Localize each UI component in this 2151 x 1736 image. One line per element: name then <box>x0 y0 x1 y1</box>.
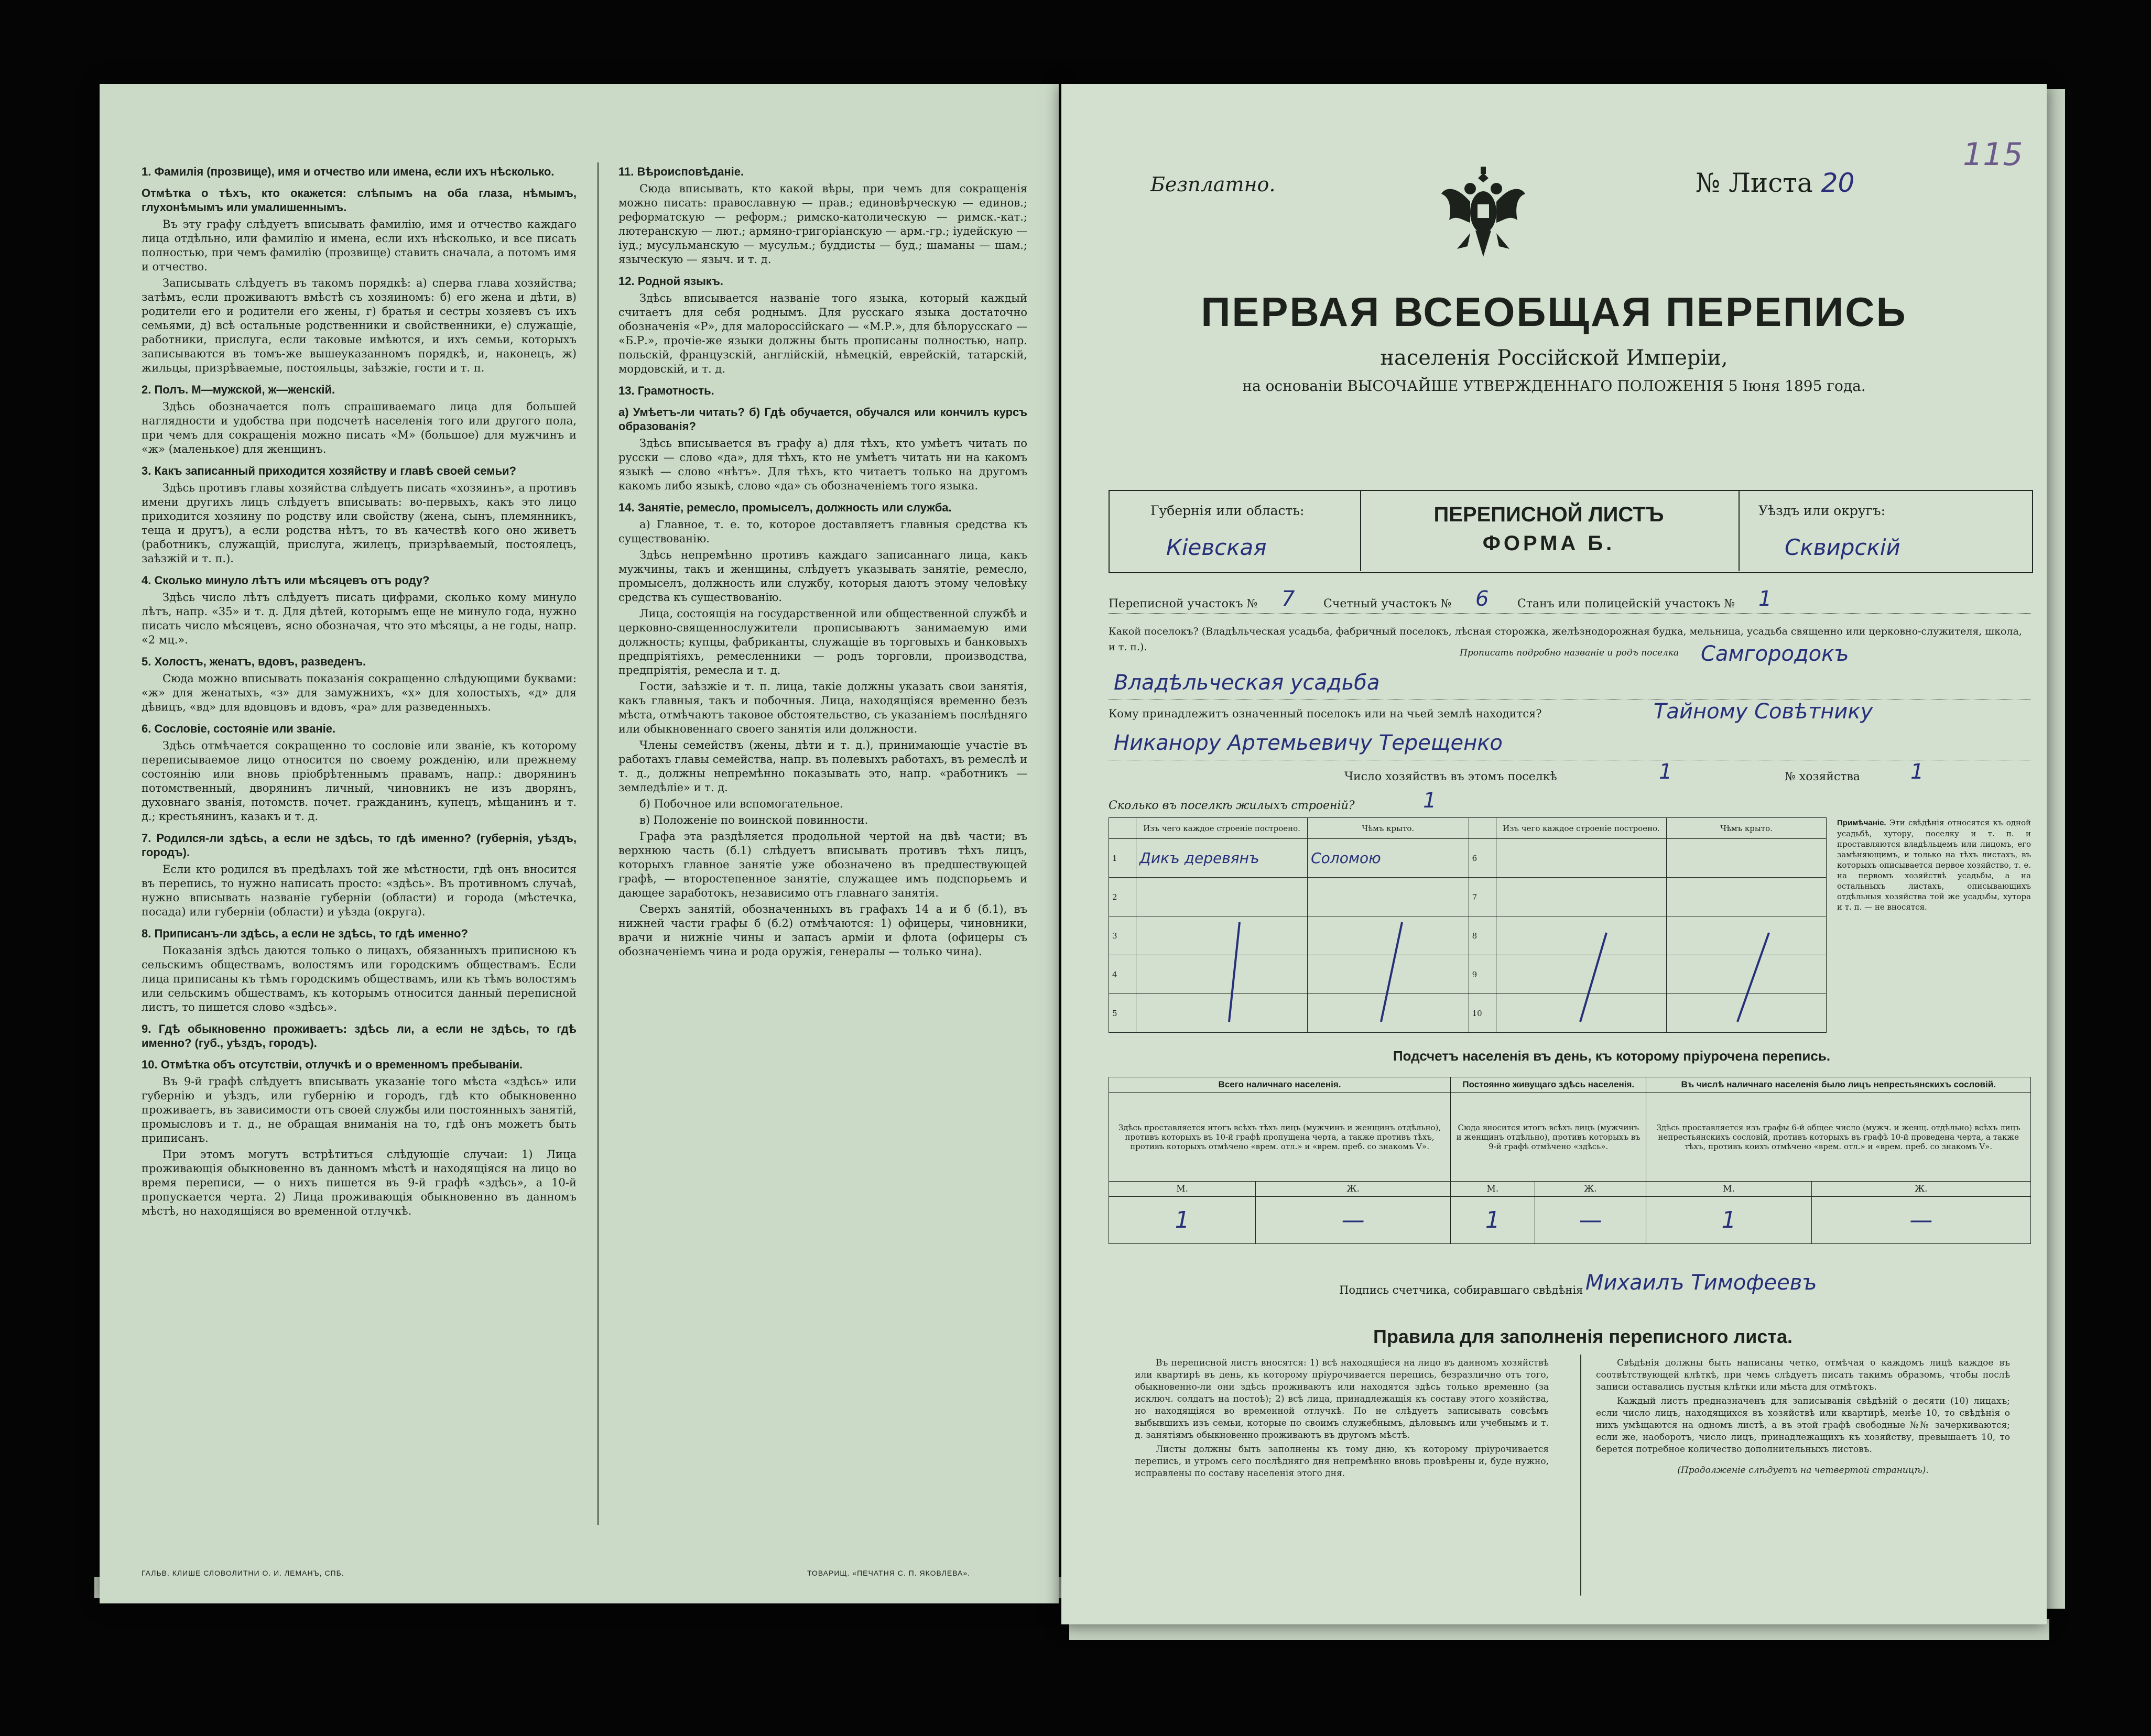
district-label: Уѣздъ или округъ: <box>1758 503 1885 518</box>
instruction-paragraph: Здѣсь противъ главы хозяйства слѣдуетъ писать «хозяинъ», а противъ имени другихъ лицъ слѣдуетъ вписывать: во-первыхъ, какъ это лицо приходится хозяину по родству или свойству (жена, сынъ, племянникъ, теща и другъ), а если родства нѣтъ, то въ качествѣ кого оно живетъ (работникъ, служащій, прислуга, жилецъ, призрѣваемый, постоялецъ, заѣзжій и т. п.). <box>142 482 577 565</box>
instruction-paragraph: Записывать слѣдуетъ въ такомъ порядкѣ: а) сперва глава хозяйства; затѣмъ, если проживаютъ вмѣстѣ съ хозяиномъ: б) его жена и дѣти, в) родители его и родители его жены, г) братья и сестры хозяевъ съ ихъ семьями, д) всѣ остальные родственники и свойственники, е) служащіе, работники, прислуга, если таковые имѣются, и ихъ семьи, которыхъ записываются въ томъ-же вышеуказанномъ порядкѣ, и, наконецъ, ж) жильцы, призрѣваемые, постояльцы, заѣзжіе, гости и т. п. <box>142 277 577 374</box>
count-area-value: 6 <box>1475 587 1489 611</box>
form-subtitle: ФОРМА Б. <box>1482 532 1615 555</box>
census-title: ПЕРВАЯ ВСЕОБЩАЯ ПЕРЕПИСЬ <box>1201 289 1907 335</box>
count-m-header: М. <box>1646 1182 1811 1197</box>
rules-continuation: (Продолженіе слѣдуетъ на четвертой страницѣ). <box>1677 1465 1929 1476</box>
household-number-value: 1 <box>1910 760 1924 784</box>
row-number: 7 <box>1469 878 1496 916</box>
buildings-label: Сколько въ поселкѣ жилыхъ строеній? <box>1109 799 1355 812</box>
form-title-box <box>1360 490 1740 571</box>
rules-heading: Правила для заполненія переписного листа. <box>1373 1326 1793 1347</box>
count-zh-header: Ж. <box>1256 1182 1451 1197</box>
population-count-table <box>1109 1077 2031 1244</box>
household-number-label: № хозяйства <box>1785 770 1860 783</box>
instruction-heading: 1. Фамилія (прозвище), имя и отчество или имена, если ихъ нѣсколько. <box>142 165 555 178</box>
count-total-m: 1 <box>1109 1197 1256 1244</box>
instruction-paragraph: Если кто родился въ предѣлахъ той же мѣстности, гдѣ онъ вносится въ перепись, то нужно написать просто: «здѣсь». Въ противномъ случаѣ, нужно вписывать названіе губерніи (области) и города (мѣстечка, посада) или губерніи (области) и уѣзда (округа). <box>142 863 577 918</box>
instruction-paragraph: Здѣсь число лѣтъ слѣдуетъ писать цифрами, сколько кому минуло лѣтъ, напр. «35» и т. д. Для дѣтей, которымъ еще не минуло года, нужно писать число мѣсяцевъ, ясно обозначая, что это мѣсяцы, а не годы, напр. «2 мц.». <box>142 591 577 646</box>
count-col3-text: Здѣсь проставляется изъ графы 6-й общее число (мужч. и женщ. отдѣльно) всѣхъ лицъ непрестьянскихъ сословій, противъ которыхъ въ графѣ 10-й проведена черта, а также тѣхъ, противъ коихъ отмѣчено «врем. отл.» и «врем. преб. со знакомъ V». <box>1646 1093 2031 1182</box>
archive-page-number: 115 <box>1963 136 2023 173</box>
row-number: 3 <box>1109 916 1136 955</box>
strike-through-marks <box>1109 817 1827 1032</box>
instruction-heading: 2. Полъ. М—мужской, ж—женскій. <box>142 383 335 396</box>
settlement-label: Какой поселокъ? (Владѣльческая усадьба, фабричный поселокъ, лѣсная сторожка, желѣзнодорожная будка, мельница, усадьба священно или церковно-служителя, школа, и т. п.). <box>1109 626 2022 653</box>
instruction-paragraph: Здѣсь вписывается названіе того языка, который каждый считаетъ для себя роднымъ. Для русскаго языка достаточно обозначенія «Р», для малороссійскаго — «М.Р.», для бѣлорусскаго — «Б.Р.», прочіе-же языки должны быть прописаны полностью, напр. польскій, французскій, англійскій, нѣмецкій, еврейскій, татарскій, мордовскій, и т. д. <box>618 292 1027 375</box>
instruction-paragraph: Члены семействъ (жены, дѣти и т. д.), принимающіе участіе въ работахъ главы семейства, напр. въ полевыхъ работахъ, въ ремеслѣ и т. д., должны непремѣнно показывать это, напр. «работникъ — земледѣліе» и т. д. <box>618 739 1027 794</box>
count-permanent-f: — <box>1535 1197 1646 1244</box>
instruction-heading: 9. Гдѣ обыкновенно проживаетъ: здѣсь ли, а если не здѣсь, то гдѣ именно? (губ., уѣздъ, городъ). <box>142 1022 577 1050</box>
instruction-heading: 7. Родился-ли здѣсь, а если не здѣсь, то гдѣ именно? (губернія, уѣздъ, городъ). <box>142 832 577 859</box>
rules-left-column <box>1135 1357 1549 1482</box>
count-col3-title: Въ числѣ наличнаго населенія было лицъ непрестьянскихъ сословій. <box>1646 1077 2031 1093</box>
instruction-heading: 5. Холостъ, женатъ, вдовъ, разведенъ. <box>142 655 366 668</box>
right-page <box>1061 84 2047 1624</box>
instructions-right-column <box>618 157 1027 961</box>
instruction-paragraph: Сюда можно вписывать показанія сокращенно слѣдующими буквами: «ж» для женатыхъ, «з» для замужнихъ, «х» для холостыхъ, «д» для дѣвицъ, «вд» для вдовцовъ и вдовъ, «ра» для разведенныхъ. <box>142 672 577 713</box>
instruction-heading: Отмѣтка о тѣхъ, кто окажется: слѣпымъ на оба глаза, нѣмымъ, глухонѣмымъ или умалишеннымъ. <box>142 187 577 214</box>
instruction-paragraph: Гости, заѣзжіе и т. п. лица, такіе должны указать свои занятія, какъ главныя, такъ и побочныя. Лица, находящіяся временно безъ мѣста, отмѣчаютъ таковое обстоятельство, съ указаніемъ послѣдняго или обыкновеннаго своего занятія или должности. <box>618 680 1027 735</box>
instruction-paragraph: Сверхъ занятій, обозначенныхъ въ графахъ 14 а и б (б.1), въ нижней части графы б (б.2) отмѣчаются: 1) офицеры, чиновники, врачи и нижніе чины и запасъ арміи и флота (офицеры съ обозначеніемъ чина и рода оружія, генералы — только чина). <box>618 903 1027 958</box>
row1-material: Дикъ деревянъ <box>1136 839 1307 878</box>
count-col2-text: Сюда вносится итогъ всѣхъ лицъ (мужчинъ и женщинъ отдѣльно), противъ которыхъ въ 9-й графѣ отмѣчено «здѣсь». <box>1451 1093 1646 1182</box>
instruction-paragraph: Показанія здѣсь даются только о лицахъ, обязанныхъ приписною къ сельскимъ обществамъ, волостямъ или городскимъ обществамъ. Если лица приписаны къ тѣмъ городскимъ обществамъ, или къ тѣмъ волостямъ или сельскимъ обществамъ, къ которымъ относится данный переписной листъ, то пишется слово «здѣсь». <box>142 944 577 1013</box>
buildings-col-roof-2: Чѣмъ крыто. <box>1667 818 1827 839</box>
note-title: Примѣчаніе. <box>1837 818 1886 827</box>
rules-left-text: Въ переписной листъ вносятся: 1) всѣ находящіеся на лицо въ данномъ хозяйствѣ или квартирѣ въ день, къ которому пріурочивается перепись, безразлично отъ того, обыкновенно-ли они здѣсь проживаютъ или находятся здѣсь только временно (за исключ. солдатъ на постоѣ); 2) всѣ лица, принадлежащія къ составу этого хозяйства, но находящіяся во временной отлучкѣ. По не слѣдуетъ записывать совсѣмъ выбывшихъ изъ семьи, которые по своимъ служебнымъ, дѣловымъ или учебнымъ и т. д. занятіямъ обыкновенно проживаютъ въ другомъ мѣстѣ. <box>1135 1358 1549 1440</box>
buildings-note <box>1837 817 2031 912</box>
count-col1-title: Всего наличнаго населенія. <box>1109 1077 1451 1093</box>
stan-value: 1 <box>1758 587 1772 611</box>
instruction-heading: 12. Родной языкъ. <box>618 275 724 288</box>
population-count-heading: Подсчетъ населенія въ день, къ которому пріурочена перепись. <box>1393 1048 1831 1064</box>
instruction-paragraph: Здѣсь вписывается въ графу а) для тѣхъ, кто умѣетъ читать по русски — слово «да», для тѣхъ, кто не умѣетъ читать ни на какомъ языкѣ — слово «нѣтъ». Для тѣхъ, кто читаетъ только на другомъ какомъ либо языкѣ, слово «да» съ обозначеніемъ того языка. <box>618 437 1027 492</box>
stan-label: Станъ или полицейскій участокъ № <box>1517 597 1735 610</box>
instruction-heading: 13. Грамотность. <box>618 384 714 397</box>
form-title: ПЕРЕПИСНОЙ ЛИСТЪ <box>1433 503 1664 526</box>
sheet-number-value: 20 <box>1821 168 1855 198</box>
buildings-value: 1 <box>1423 789 1437 813</box>
instruction-heading: 10. Отмѣтка объ отсутствіи, отлучкѣ и о временномъ пребываніи. <box>142 1058 523 1071</box>
row-number: 9 <box>1469 955 1496 994</box>
instruction-heading: 3. Какъ записанный приходится хозяйству и главѣ своей семьи? <box>142 464 516 477</box>
households-value: 1 <box>1659 760 1672 784</box>
census-legal-basis: на основаніи ВЫСОЧАЙШЕ УТВЕРЖДЕННАГО ПОЛОЖЕНІЯ 5 Іюня 1895 года. <box>1242 377 1866 395</box>
settlement-hint: Прописать подробно названіе и родъ поселка <box>1460 648 1682 658</box>
printer-credit-right: ТОВАРИЩ. «ПЕЧАТНЯ С. П. ЯКОВЛЕВА». <box>807 1569 971 1577</box>
instruction-paragraph: Здѣсь непремѣнно противъ каждаго записаннаго лица, какъ мужчины, такъ и женщины, слѣдуетъ указывать занятіе, ремесло, промыселъ, должность или службу, которыя даютъ этому человѣку средства къ существованію. <box>618 549 1027 604</box>
count-zh-header: Ж. <box>1535 1182 1646 1197</box>
count-zh-header: Ж. <box>1811 1182 2030 1197</box>
sheet-number <box>1696 168 1854 198</box>
instruction-paragraph: Лица, состоящія на государственной или общественной службѣ и церковно-священнослужители прописываютъ занимаемую ими должность; купцы, фабриканты, служащіе въ торговыхъ и банковыхъ предпріятіяхъ, ремесленники — родъ торговли, производства, предпріятія, ремесла и т. д. <box>618 607 1027 676</box>
row-number: 5 <box>1109 994 1136 1033</box>
row-number: 6 <box>1469 839 1496 878</box>
instructions-left-column <box>142 157 577 1220</box>
instruction-paragraph: При этомъ могутъ встрѣтиться слѣдующіе случаи: 1) Лица проживающія обыкновенно въ данномъ мѣстѣ и находящіяся на лицо во время переписи, — о нихъ пишется въ 9-й графѣ «здѣсь», а 10-й пропускается черта. 2) Лица проживающія обыкновенно въ данномъ мѣстѣ, но находящіяся во временной отлучкѣ. <box>142 1148 577 1217</box>
count-permanent-m: 1 <box>1451 1197 1535 1244</box>
instruction-paragraph: Въ 9-й графѣ слѣдуетъ вписывать указаніе того мѣста «здѣсь» или губернію и уѣздъ, или губернію и городъ, гдѣ кто обыкновенно проживаетъ, въ зависимости отъ своей службы или постоянныхъ занятій, промысловъ и т. д., не обращая вниманія на то, гдѣ онъ можетъ быть приписанъ. <box>142 1075 577 1144</box>
printer-credit-left: ГАЛЬВ. КЛИШЕ СЛОВОЛИТНИ О. И. ЛЕМАНЪ, СПБ. <box>142 1569 344 1577</box>
left-page <box>100 84 1059 1603</box>
instruction-paragraph: Графа эта раздѣляется продольной чертой на двѣ части; въ верхнюю часть (б.1) слѣдуетъ вписывать противъ тѣхъ лицъ, которыхъ главное занятіе уже обозначено въ предшествующей графѣ, — второстепенное занятіе, служащее имъ подспорьемъ и дающее заработокъ, независимо отъ главнаго занятія. <box>618 830 1027 899</box>
households-label: Число хозяйствъ въ этомъ поселкѣ <box>1344 770 1557 783</box>
count-m-header: М. <box>1451 1182 1535 1197</box>
instruction-heading: 8. Приписанъ-ли здѣсь, а если не здѣсь, то гдѣ именно? <box>142 927 468 940</box>
free-label: Безплатно. <box>1150 173 1276 196</box>
buildings-col-material-2: Изъ чего каждое строеніе построено. <box>1496 818 1666 839</box>
buildings-col-material: Изъ чего каждое строеніе построено. <box>1136 818 1307 839</box>
instruction-paragraph: Сюда вписывать, кто какой вѣры, при чемъ для сокращенія можно писать: православную — прав.; единовѣрческую — единов.; реформатскую — реформ.; римско-католическую — римск.-кат.; лютеранскую — лют.; армяно-григоріанскую — арм.-гр.; іудейскую — іуд.; мусульманскую — мусульм.; буддисты — буд.; шаманы — шам.; языческую — языч. и т. д. <box>618 182 1027 266</box>
owner-value-line2: Никанору Артемьевичу Терещенко <box>1114 731 1503 755</box>
rules-divider <box>1580 1355 1581 1596</box>
rules-left-text-2: Листы должны быть заполнены къ тому дню, къ которому пріурочивается перепись, и утромъ сего послѣдняго дня непремѣнно вновь провѣрены и, буде нужно, исправлены по составу населенія этого дня. <box>1135 1444 1549 1479</box>
settlement-value: Самгородокъ <box>1701 642 1849 666</box>
count-m-header: М. <box>1109 1182 1256 1197</box>
instruction-paragraph: а) Главное, т. е. то, которое доставляетъ главныя средства къ существованію. <box>618 518 1027 545</box>
instruction-heading: 4. Сколько минуло лѣтъ или мѣсяцевъ отъ роду? <box>142 574 430 587</box>
signature-label: Подпись счетчика, собиравшаго свѣдѣнія <box>1339 1284 1583 1296</box>
row-number: 8 <box>1469 916 1496 955</box>
province-label: Губернія или область: <box>1150 503 1305 518</box>
instruction-paragraph: в) Положеніе по воинской повинности. <box>639 814 868 826</box>
province-value: Кіевская <box>1166 534 1267 560</box>
instruction-paragraph: Въ эту графу слѣдуетъ вписывать фамилію, имя и отчество каждаго лица отдѣльно, или фамилію и имена, если ихъ нѣсколько, и все писать полностью, при чемъ фамилію (прозвище) ставить сначала, а потомъ имя и отчество. <box>142 218 577 273</box>
areas-line <box>1109 613 2031 614</box>
count-nonpeasant-m: 1 <box>1646 1197 1811 1244</box>
count-col1-text: Здѣсь проставляется итогъ всѣхъ тѣхъ лицъ (мужчинъ и женщинъ отдѣльно), противъ которыхъ въ 10-й графѣ пропущена черта, а также противъ тѣхъ, противъ которыхъ отмѣчено «врем. отл.» и «врем. преб. со знакомъ V». <box>1109 1093 1451 1182</box>
buildings-col-roof: Чѣмъ крыто. <box>1308 818 1469 839</box>
instruction-heading: 11. Вѣроисповѣданіе. <box>618 165 744 178</box>
instruction-paragraph: Здѣсь отмѣчается сокращенно то сословіе или званіе, къ которому переписываемое лицо относится по своему рожденію, или прежнему состоянію или вновь пріобрѣтеннымъ правамъ, напр.: дворянинъ потомственный, дворянинъ личный, чиновникъ не изъ дворянъ, духовнаго званія, потомств. почет. гражданинъ, купецъ, мѣщанинъ и т. д.; крестьянинъ, казакъ и т. д. <box>142 739 577 823</box>
double-headed-eagle-emblem <box>1439 162 1528 267</box>
census-subtitle: населенія Россійской Имперіи, <box>1380 346 1728 370</box>
row-number: 4 <box>1109 955 1136 994</box>
owner-value: Тайному Совѣтнику <box>1654 700 1873 724</box>
instruction-heading: а) Умѣетъ-ли читать? б) Гдѣ обучается, обучался или кончилъ курсъ образованія? <box>618 406 1027 433</box>
instruction-paragraph: б) Побочное или вспомогательное. <box>639 798 843 810</box>
rules-right-text-2: Каждый листъ предназначенъ для записыванія свѣдѣній о десяти (10) лицахъ; если число лицъ, находящихся въ хозяйствѣ или квартирѣ, менѣе 10, то свѣдѣнія о нихъ умѣщаются на одномъ листѣ, а въ этой графѣ свободные №№ зачеркиваются; если же, наоборотъ, число лицъ, принадлежащихъ къ хозяйству, превышаетъ 10, то берется потребное количество дополнительныхъ листовъ. <box>1596 1396 2010 1455</box>
count-total-f: — <box>1256 1197 1451 1244</box>
row-number: 1 <box>1109 839 1136 878</box>
rules-right-text: Свѣдѣнія должны быть написаны четко, отмѣчая о каждомъ лицѣ каждое въ соотвѣтствующей клѣткѣ, при чемъ слѣдуетъ писать такимъ образомъ, чтобы послѣ записи оставались пустыя клѣтки или мѣста для отмѣтокъ. <box>1596 1358 2010 1392</box>
row-number: 10 <box>1469 994 1496 1033</box>
note-text: Эти свѣдѣнія относятся къ одной усадьбѣ, хутору, поселку и т. п. и проставляются владѣльцемъ или лицомъ, его замѣняющимъ, и только на тѣхъ листахъ, въ которыхъ описывается первое хозяйство, т. е. на первомъ хозяйствѣ усадьбы, а на остальныхъ листахъ, описывающихъ отдѣльныя хозяйства той же усадьбы, хутора и т. п. — не вносятся. <box>1837 818 2031 912</box>
enumerator-signature: Михаилъ Тимофеевъ <box>1585 1271 1817 1295</box>
census-area-label: Переписной участокъ № <box>1109 597 1258 610</box>
district-value: Сквирскій <box>1785 534 1900 560</box>
settlement-type-value: Владѣльческая усадьба <box>1114 671 1380 695</box>
rules-right-column <box>1596 1357 2010 1486</box>
sheet-number-label: № Листа <box>1696 168 1813 198</box>
instruction-heading: 6. Сословіе, состояніе или званіе. <box>142 722 336 735</box>
instruction-paragraph: Здѣсь обозначается полъ спрашиваемаго лица для большей наглядности и удобства при подсчетѣ населенія того или другого пола, при чемъ для сокращенія можно писать «М» (большое) для мужчинъ и «ж» (маленькое) для женщинъ. <box>142 400 577 455</box>
column-divider <box>598 162 599 1525</box>
instruction-heading: 14. Занятіе, ремесло, промыселъ, должность или служба. <box>618 501 952 514</box>
count-nonpeasant-f: — <box>1811 1197 2030 1244</box>
row-number: 2 <box>1109 878 1136 916</box>
count-col2-title: Постоянно живущаго здѣсь населенія. <box>1451 1077 1646 1093</box>
census-area-value: 7 <box>1281 587 1295 611</box>
row1-roof: Соломою <box>1308 839 1469 878</box>
owner-label: Кому принадлежитъ означенный поселокъ или на чьей землѣ находится? <box>1109 707 1542 720</box>
count-area-label: Счетный участокъ № <box>1323 597 1452 610</box>
